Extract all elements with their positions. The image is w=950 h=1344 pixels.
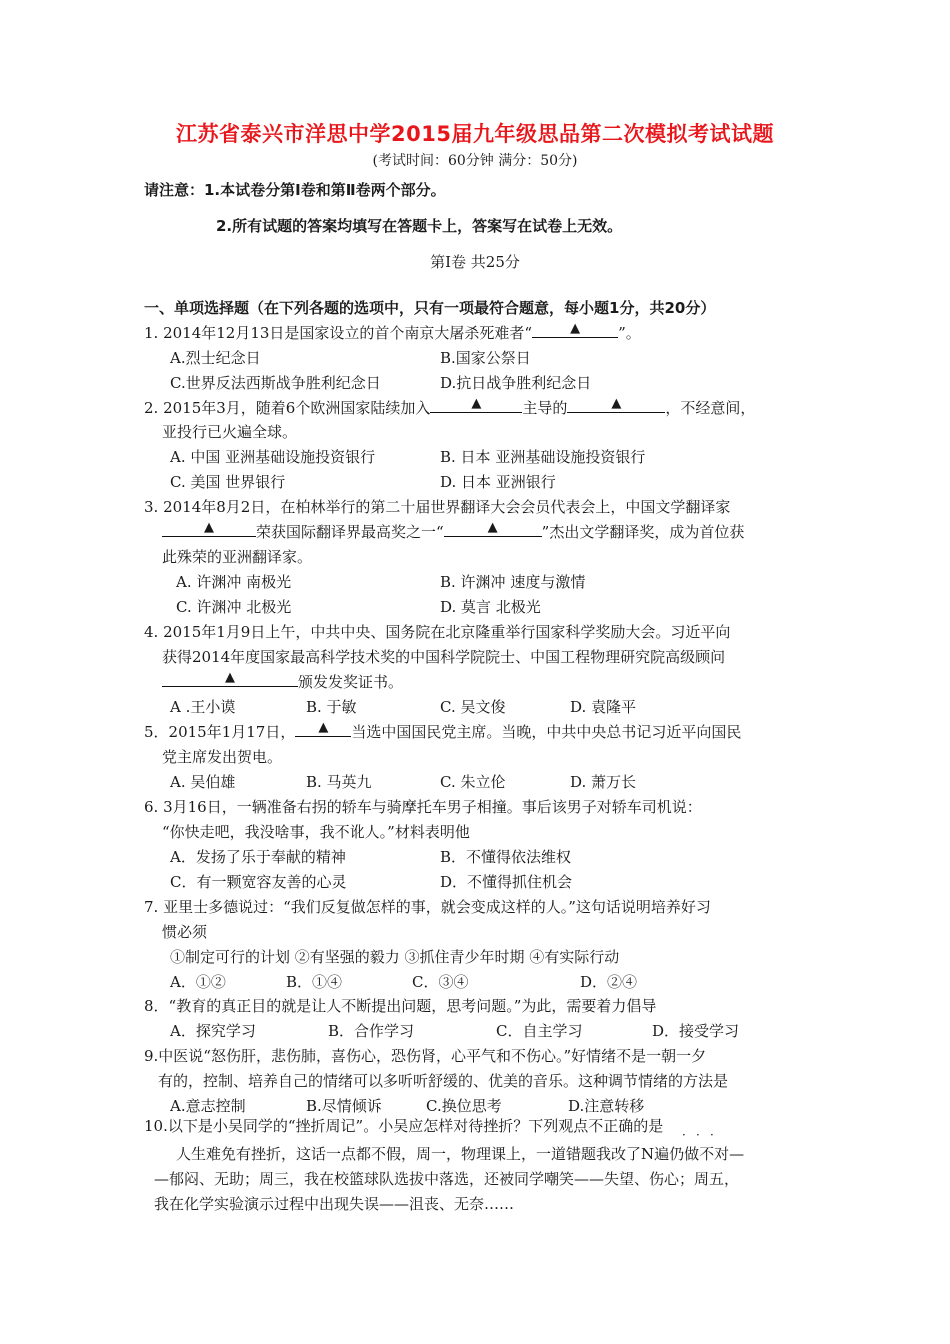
- option-d: D.注意转移: [568, 1097, 645, 1115]
- option-d: D．不懂得抓住机会: [440, 873, 573, 891]
- option-d: D. 莫言 北极光: [440, 598, 541, 616]
- option-c: C. 许渊冲 北极光: [176, 598, 292, 616]
- question-9-line-2: 有的，控制、培养自己的情绪可以多听听舒缓的、优美的音乐。这种调节情绪的方法是: [158, 1072, 729, 1090]
- option-c: C. 美国 世界银行: [170, 473, 286, 491]
- option-b: B．合作学习: [328, 1022, 415, 1040]
- answer-blank: ▲: [162, 522, 256, 537]
- option-b: B. 日本 亚洲基础设施投资银行: [440, 448, 646, 466]
- exam-title: 江苏省泰兴市洋思中学2015届九年级思品第二次模拟考试试题: [176, 122, 774, 146]
- question-10: 10.以下是小吴同学的“挫折周记”。小吴应怎样对待挫折？下列观点不正确的是: [144, 1117, 664, 1135]
- notice-line-1: 请注意：1.本试卷分第Ⅰ卷和第Ⅱ卷两个部分。: [144, 181, 446, 199]
- option-d: D．接受学习: [652, 1022, 740, 1040]
- question-10-passage-line-3: 我在化学实验演示过程中出现失误——沮丧、无奈……: [154, 1195, 515, 1213]
- option-a: A．①②: [170, 973, 226, 991]
- notice-line-2: 2.所有试题的答案均填写在答题卡上，答案写在试卷上无效。: [216, 217, 623, 235]
- option-d: D. 萧万长: [570, 773, 637, 791]
- question-3: 3. 2014年8月2日，在柏林举行的第二十届世界翻译大会会员代表会上，中国文学翻译家: [144, 498, 731, 516]
- option-d: D. 日本 亚洲银行: [440, 473, 556, 491]
- option-d: D．②④: [580, 973, 638, 991]
- option-a: A.意志控制: [170, 1097, 246, 1115]
- option-c: C. 朱立伦: [440, 773, 506, 791]
- option-c: C．③④: [412, 973, 469, 991]
- question-7: 7. 亚里士多德说过：“我们反复做怎样的事，就会变成这样的人。”这句话说明培养好习: [144, 898, 711, 916]
- question-7-statements: ①制定可行的计划 ②有坚强的毅力 ③抓住青少年时期 ④有实际行动: [170, 948, 620, 966]
- question-2-line-2: 亚投行已火遍全球。: [162, 423, 298, 441]
- answer-blank: ▲: [567, 398, 665, 413]
- option-b: B．不懂得依法维权: [440, 848, 572, 866]
- option-a: A. 吴伯雄: [170, 773, 236, 791]
- option-a: A. 许渊冲 南极光: [176, 573, 292, 591]
- option-d: D.抗日战争胜利纪念日: [440, 374, 592, 392]
- question-9: 9.中医说“怒伤肝，悲伤肺，喜伤心，恐伤肾，心平气和不伤心。”好情绪不是一朝一夕: [144, 1047, 707, 1065]
- answer-blank: ▲: [444, 522, 542, 537]
- option-b: B. 马英九: [306, 773, 372, 791]
- option-b: B. 于敏: [306, 698, 357, 716]
- section-heading: 一、单项选择题（在下列各题的选项中，只有一项最符合题意，每小题1分，共20分）: [144, 299, 716, 317]
- emphasis-dot: ·: [696, 1128, 700, 1142]
- question-7-line-2: 惯必须: [162, 923, 208, 941]
- question-8: 8．“教育的真正目的就是让人不断提出问题，思考问题。”为此，需要着力倡导: [144, 997, 657, 1015]
- option-a: A．探究学习: [170, 1022, 256, 1040]
- answer-blank: ▲: [162, 672, 298, 687]
- option-c: C．有一颗宽容友善的心灵: [170, 873, 347, 891]
- question-4-line-3: ▲ 颁发发奖证书。: [162, 672, 403, 692]
- answer-blank: ▲: [295, 722, 351, 737]
- option-a: A．发扬了乐于奉献的精神: [170, 848, 346, 866]
- option-c: C. 吴文俊: [440, 698, 506, 716]
- emphasis-dot: ·: [710, 1128, 714, 1142]
- part-heading: 第Ⅰ卷 共25分: [430, 253, 520, 271]
- option-d: D. 袁隆平: [570, 698, 637, 716]
- option-b: B. 许渊冲 速度与激情: [440, 573, 586, 591]
- question-4-line-2: 获得2014年度国家最高科学技术奖的中国科学院院士、中国工程物理研究院高级顾问: [162, 648, 726, 666]
- answer-blank: ▲: [430, 398, 522, 413]
- option-c: C．自主学习: [496, 1022, 583, 1040]
- option-b: B．①④: [286, 973, 343, 991]
- question-3-line-3: 此殊荣的亚洲翻译家。: [162, 548, 313, 566]
- option-a: A .王小谟: [170, 698, 236, 716]
- exam-subtitle: (考试时间：60分钟 满分：50分): [372, 153, 578, 169]
- option-b: B.国家公祭日: [440, 349, 531, 367]
- question-6-line-2: “你快走吧，我没啥事，我不讹人。”材料表明他: [162, 823, 470, 841]
- question-10-passage-line-2: —郁闷、无助；周三，我在校篮球队选拔中落选，还被同学嘲笑——失望、伤心；周五，: [154, 1170, 740, 1188]
- question-4: 4. 2015年1月9日上午，中共中央、国务院在北京隆重举行国家科学奖励大会。习近平向: [144, 623, 731, 641]
- question-6: 6. 3月16日，一辆准备右拐的轿车与骑摩托车男子相撞。事后该男子对轿车司机说：: [144, 798, 702, 816]
- option-a: A.烈士纪念日: [170, 349, 261, 367]
- emphasis-dot: ·: [682, 1128, 686, 1142]
- option-a: A. 中国 亚洲基础设施投资银行: [170, 448, 376, 466]
- question-1: 1. 2014年12月13日是国家设立的首个南京大屠杀死难者“ ▲ ”。: [144, 321, 641, 342]
- question-3-line-2: ▲ 荣获国际翻译界最高奖之一“ ▲ ”杰出文学翻译奖，成为首位获: [162, 522, 744, 542]
- answer-blank: ▲: [532, 323, 618, 338]
- question-2: 2. 2015年3月，随着6个欧洲国家陆续加入 ▲ 主导的 ▲ ，不经意间，: [144, 396, 756, 417]
- question-10-passage-line-1: 人生难免有挫折，这话一点都不假，周一，物理课上，一道错题我改了N遍仍做不对—: [176, 1145, 745, 1163]
- option-c: C.世界反法西斯战争胜利纪念日: [170, 374, 381, 392]
- question-5-line-2: 党主席发出贺电。: [162, 748, 283, 766]
- question-5: 5．2015年1月17日， ▲ 当选中国国民党主席。当晚，中共中央总书记习近平向国民: [144, 720, 742, 741]
- option-b: B.尽情倾诉: [306, 1097, 382, 1115]
- option-c: C.换位思考: [426, 1097, 502, 1115]
